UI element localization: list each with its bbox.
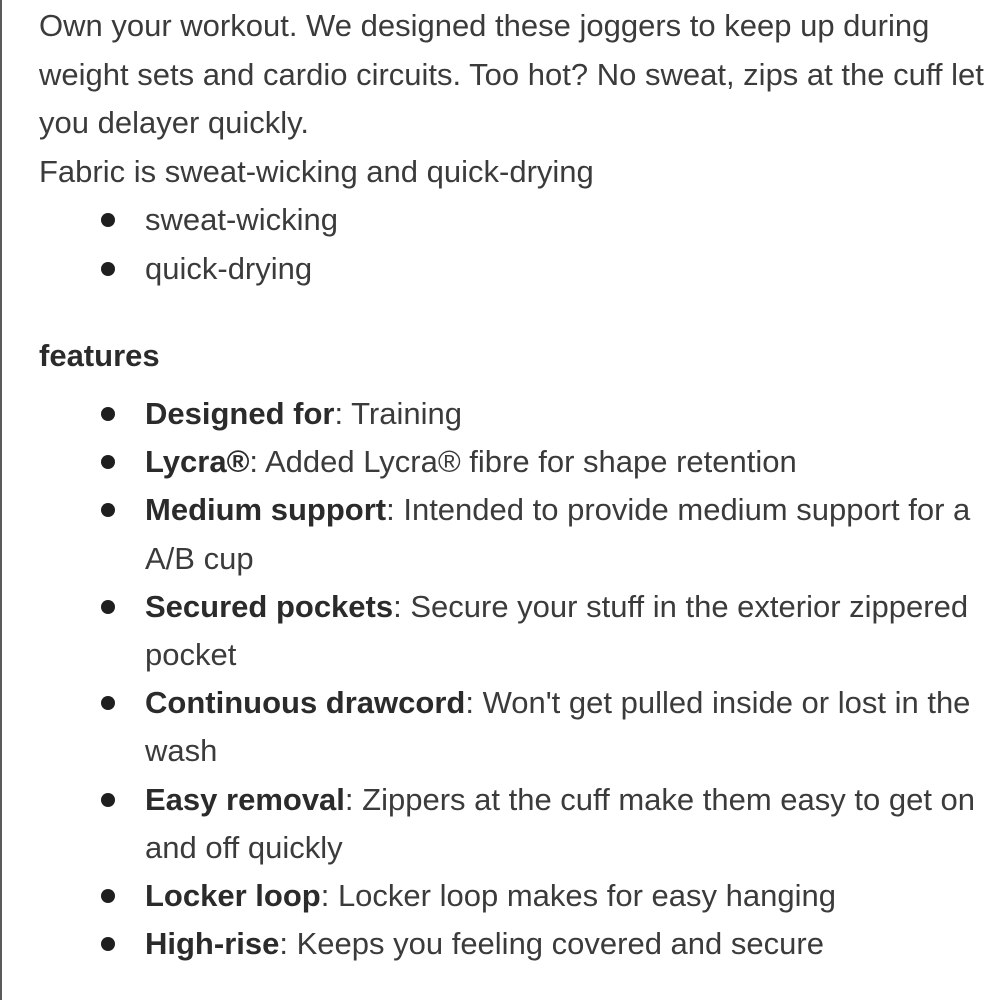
feature-name: Medium support <box>145 492 387 528</box>
fabric-bullet-text: sweat-wicking <box>145 202 338 237</box>
feature-separator: : <box>393 588 411 624</box>
product-description <box>39 2 989 968</box>
feature-text: Secure your stuff in the exterior zippered pocket <box>145 588 969 673</box>
feature-item <box>145 583 989 679</box>
feature-item <box>145 438 989 486</box>
features-list <box>39 390 989 968</box>
fabric-bullet-list <box>39 196 989 293</box>
feature-name: Lycra® <box>145 444 250 480</box>
feature-name: Secured pockets <box>145 588 394 624</box>
feature-separator: : <box>320 878 338 914</box>
feature-separator: : <box>386 492 404 528</box>
feature-text: Locker loop makes for easy hanging <box>337 878 836 914</box>
feature-item <box>145 872 989 920</box>
feature-name: Continuous drawcord <box>145 685 466 721</box>
feature-separator: : <box>344 781 363 817</box>
feature-item <box>145 390 989 438</box>
fabric-bullet-text: quick-drying <box>145 250 313 286</box>
feature-separator: : <box>334 396 352 431</box>
feature-name: Easy removal <box>145 781 345 817</box>
feature-separator: : <box>465 685 483 721</box>
feature-separator: : <box>249 444 265 480</box>
feature-name: Locker loop <box>145 878 321 914</box>
feature-name: Designed for <box>145 396 335 431</box>
feature-item <box>145 679 989 775</box>
feature-text: Keeps you feeling covered and secure <box>296 926 824 962</box>
list-item <box>145 196 989 245</box>
feature-text: Intended to provide medium support for a A/B cup <box>145 492 971 576</box>
feature-separator: : <box>279 926 297 962</box>
list-item <box>145 245 989 294</box>
feature-text: Won't get pulled inside or lost in the wash <box>145 685 971 769</box>
feature-text: Added Lycra® fibre for shape retention <box>264 444 797 480</box>
feature-item <box>145 486 989 582</box>
fabric-line: Fabric is sweat-wicking and quick-drying <box>39 153 594 189</box>
feature-item <box>145 920 989 968</box>
feature-text: Training <box>351 396 462 431</box>
feature-text: Zippers at the cuff make them easy to get on and off quickly <box>145 781 976 865</box>
feature-name: High-rise <box>145 926 280 962</box>
description-paragraph: Own your workout. We designed these joggers to keep up during weight sets and cardio circuits. Too hot? No sweat, zips at the cuff let you delayer quickly. <box>39 8 984 140</box>
features-heading: features <box>39 338 160 373</box>
feature-item <box>145 776 989 872</box>
description-intro <box>39 2 989 196</box>
